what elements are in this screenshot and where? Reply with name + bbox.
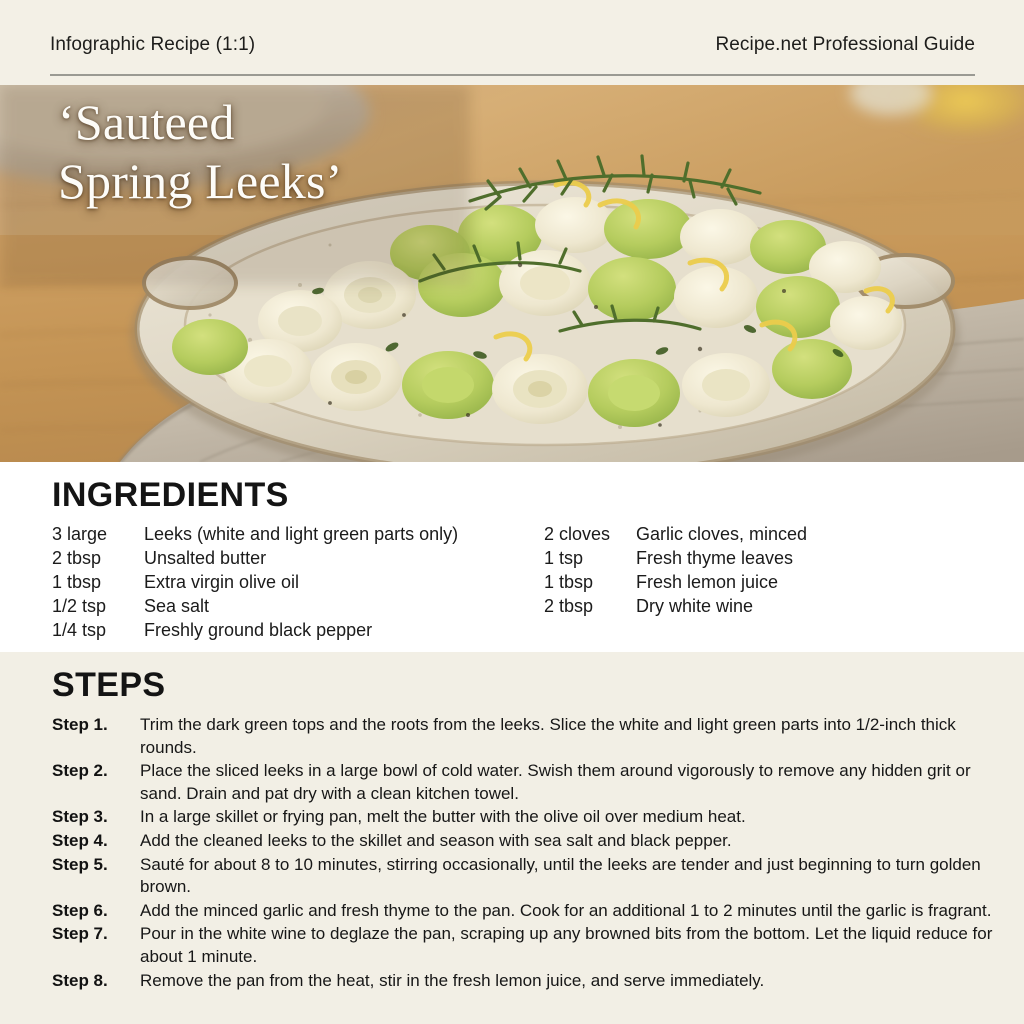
step-text: Trim the dark green tops and the roots from the leeks. Slice the white and light green parts into 1/2-inch thick rounds.	[140, 715, 956, 757]
ingredient-row	[52, 620, 544, 644]
ingredient-row	[52, 524, 544, 548]
step-text: Place the sliced leeks in a large bowl of cold water. Swish them around vigorously to remove any hidden grit or sand. Drain and pat dry with a clean kitchen towel.	[140, 761, 971, 803]
ingredient-name: Fresh thyme leaves	[636, 548, 794, 568]
header-row	[50, 34, 975, 56]
header-divider	[50, 74, 975, 76]
ingredients-section	[0, 462, 1024, 652]
ingredient-row	[52, 548, 544, 572]
step-row	[52, 923, 996, 968]
step-text: Add the cleaned leeks to the skillet and season with sea salt and black pepper.	[140, 831, 732, 851]
recipe-title	[58, 93, 343, 210]
ingredient-quantity: 2 tbsp	[52, 548, 102, 568]
ingredient-quantity: 1 tsp	[544, 548, 584, 568]
step-row	[52, 806, 996, 829]
ingredient-row	[544, 596, 1002, 620]
step-label: Step 1.	[52, 715, 108, 734]
step-text: In a large skillet or frying pan, melt the butter with the olive oil over medium heat.	[140, 807, 746, 827]
step-text: Sauté for about 8 to 10 minutes, stirring occasionally, until the leeks are tender and just beginning to turn golden brown.	[140, 854, 981, 897]
steps-heading: STEPS	[52, 666, 166, 704]
steps-section	[0, 652, 1024, 1024]
step-row	[52, 900, 996, 923]
step-label: Step 6.	[52, 900, 108, 920]
ingredient-quantity: 1 tbsp	[52, 572, 102, 592]
header-left-label: Infographic Recipe (1:1)	[50, 34, 256, 55]
step-text: Add the minced garlic and fresh thyme to the pan. Cook for an additional 1 to 2 minutes until the garlic is fragrant.	[140, 900, 992, 920]
header-bar	[0, 0, 1024, 85]
step-text: Pour in the white wine to deglaze the pan, scraping up any browned bits from the bottom. Let the liquid reduce for about 1 minute.	[140, 924, 993, 967]
ingredient-row	[544, 572, 1002, 596]
ingredient-quantity: 1/4 tsp	[52, 620, 107, 640]
recipe-title-line-1: ‘Sauteed	[58, 94, 235, 150]
step-label: Step 4.	[52, 831, 108, 851]
ingredient-name: Extra virgin olive oil	[144, 572, 300, 592]
step-row	[52, 830, 996, 853]
step-row	[52, 714, 996, 759]
ingredient-row	[544, 524, 1002, 548]
ingredient-row	[52, 572, 544, 596]
ingredients-column-right	[544, 524, 1002, 644]
ingredient-row	[544, 548, 1002, 572]
ingredients-columns	[52, 524, 1002, 644]
step-label: Step 2.	[52, 761, 108, 781]
ingredient-name: Fresh lemon juice	[636, 572, 779, 592]
step-label: Step 8.	[52, 970, 108, 990]
steps-list	[52, 714, 996, 993]
step-row	[52, 854, 996, 899]
ingredient-quantity: 1/2 tsp	[52, 596, 107, 616]
ingredient-quantity: 1 tbsp	[544, 572, 594, 592]
step-label: Step 7.	[52, 924, 108, 944]
step-row	[52, 970, 996, 993]
ingredient-name: Freshly ground black pepper	[144, 620, 373, 640]
step-label: Step 5.	[52, 854, 108, 874]
ingredient-name: Garlic cloves, minced	[636, 524, 808, 544]
ingredient-name: Leeks (white and light green parts only)	[144, 524, 459, 544]
step-text: Remove the pan from the heat, stir in the fresh lemon juice, and serve immediately.	[140, 970, 765, 990]
ingredients-heading: INGREDIENTS	[52, 476, 289, 514]
step-label: Step 3.	[52, 807, 108, 827]
hero-photo	[0, 85, 1024, 462]
ingredient-name: Dry white wine	[636, 596, 754, 616]
ingredient-row	[52, 596, 544, 620]
ingredients-column-left	[52, 524, 544, 644]
recipe-title-line-2: Spring Leeks’	[58, 152, 343, 209]
ingredient-quantity: 2 cloves	[544, 524, 611, 544]
ingredient-name: Sea salt	[144, 596, 210, 616]
ingredient-quantity: 2 tbsp	[544, 596, 594, 616]
header-right-label: Recipe.net Professional Guide	[715, 34, 975, 55]
ingredient-quantity: 3 large	[52, 524, 108, 544]
ingredient-name: Unsalted butter	[144, 548, 267, 568]
step-row	[52, 760, 996, 805]
